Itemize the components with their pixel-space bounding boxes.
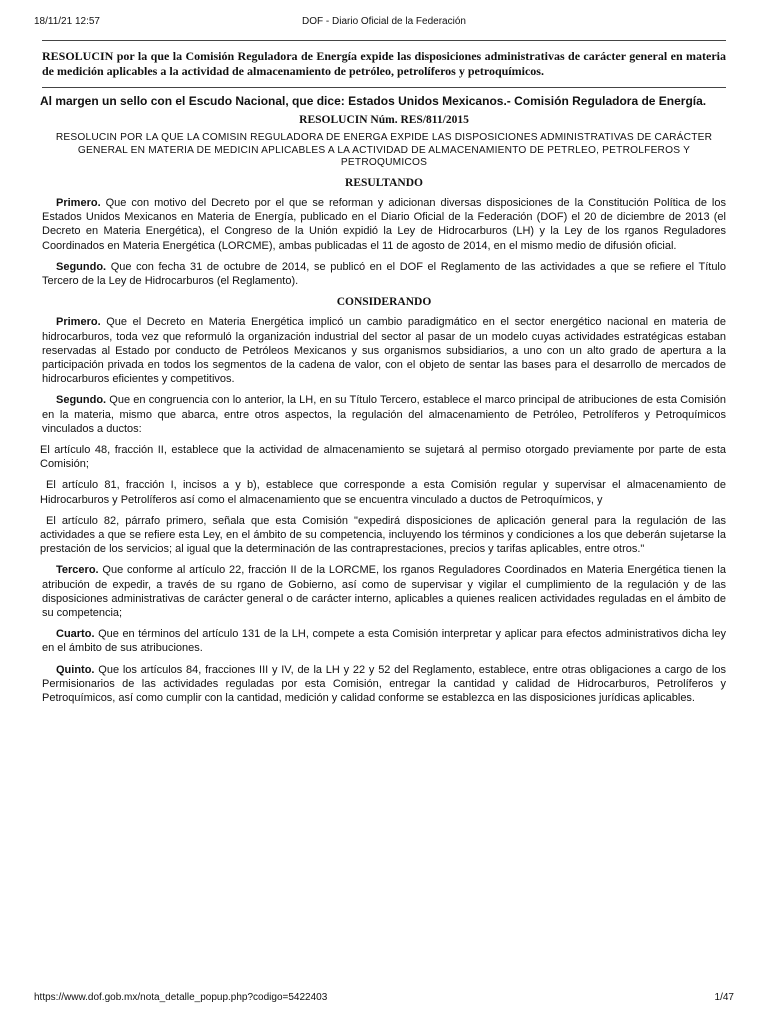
paragraph-lead: Segundo. [56,394,107,407]
paragraph-lead: Quinto. [56,663,95,676]
paragraph-lead: Segundo. [56,260,107,273]
print-header [34,16,734,30]
print-page-title: DOF - Diario Oficial de la Federación [302,16,466,27]
resultando-heading: RESULTANDO [345,176,423,189]
paragraph-text: Que conforme al artículo 22, fracción II de la LORCME, los rganos Reguladores Coordinados en Materia Energética tienen la atribución de expedir, a través de su rgano de Gobierno, así como de supervisar y vigilar el cumplimiento de la regulación y de las disposiciones administrativas de carácter general o de carácter interno, aplicables a quienes realicen actividades reguladas en el ámbito de su competencia; [42,564,726,619]
resultando-paragraph [42,260,726,288]
paragraph-lead: Primero. [56,196,101,209]
considerando-paragraph [42,393,726,436]
paragraph-text: Que con motivo del Decreto por el que se reforman y adicionan diversas disposiciones de la Constitución Política de los Estados Unidos Mexicanos en Materia de Energía, publicado en el Diario Oficial de la Federación (DOF) el 20 de diciembre de 2013 (el Decreto en Materia Energética), el Congreso de la Unión expidió la Ley de Hidrocarburos (LH) y la Ley de los rganos Reguladores Coordinados en Materia Energética (LORCME), ambas publicadas el 11 de agosto de 2014, en el mismo medio de difusión oficial. [42,196,726,252]
paragraph-lead: Cuarto. [56,628,95,641]
considerando-heading: CONSIDERANDO [336,296,432,309]
paragraph-text: Que los artículos 84, fracciones III y IV, de la LH y 22 y 52 del Reglamento, establece, entre otras obligaciones a cargo de los Permisionarios de las actividades reguladas por esta Comisión, entregar la cantidad y calidad de Hidrocarburos, Petrolíferos y Petroquímicos, así como cumplir con la cantidad, medición y calidad conforme se establezca en las disposiciones jurídicas aplicables. [42,663,726,704]
page-number: 1/47 [714,992,734,1003]
margin-note: Al margen un sello con el Escudo Nacional, que dice: Estados Unidos Mexicanos.- Comisión Reguladora de Energía. [40,94,707,108]
top-divider [42,40,726,41]
document-heading: RESOLUCIN por la que la Comisión Reguladora de Energía expide las disposiciones administrativas de carácter general en materia de medición aplicables a la actividad de almacenamiento de petróleo, petrolíferos y petroquímicos. [42,49,726,78]
resolution-caps-title: RESOLUCIN POR LA QUE LA COMISIN REGULADORA DE ENERGA EXPIDE LAS DISPOSICIONES ADMINISTRATIVAS DE CARÁCTER GENERAL EN MATERIA DE MEDICIN APLICABLES A LA ACTIVIDAD DE ALMACENAMIENTO DE PETRLEO, PETROLFEROS Y PETROQUMICOS [55,132,713,169]
paragraph-text: Que en congruencia con lo anterior, la LH, en su Título Tercero, establece el marco principal de atribuciones de esta Comisión en la materia, mismo que abarca, entre otros aspectos, la regulación del almacenamiento de Petróleo, Petrolíferos y Petroquímicos vinculados a ductos: [42,394,726,435]
print-datetime: 18/11/21 12:57 [34,16,100,27]
paragraph-lead: Tercero. [56,564,99,577]
paragraph-text: Que en términos del artículo 131 de la LH, compete a esta Comisión interpretar y aplicar para efectos administrativos dicha ley en el ámbito de sus atribuciones. [42,628,726,655]
considerando-paragraph [42,563,726,620]
article-citation: El artículo 81, fracción I, incisos a y b), establece que corresponde a esta Comisión regular y supervisar el almacenamiento de Hidrocarburos y Petrolíferos así como el almacenamiento que se encuentra vinculado a ductos de Petroquímicos, y [40,479,726,506]
paragraph-text: Que con fecha 31 de octubre de 2014, se publicó en el DOF el Reglamento de las actividades a que se refiere el Título Tercero de la Ley de Hidrocarburos (el Reglamento). [42,260,726,287]
considerando-paragraph [42,627,726,655]
considerando-paragraph [42,315,726,386]
article-citation: El artículo 82, párrafo primero, señala que esta Comisión "expedirá disposiciones de aplicación general para la regulación de las actividades a que se refiere esta Ley, en el ámbito de su competencia, incluyendo los términos y condiciones a los que deberán sujetarse la prestación de los servicios; al igual que la determinación de las contraprestaciones, precios y tarifas aplicables, entre otros." [40,514,726,556]
heading-divider [42,87,726,88]
paragraph-lead: Primero. [56,316,101,329]
paragraph-text: Que el Decreto en Materia Energética implicó un cambio paradigmático en el sector energético nacional en materia de hidrocarburos, toda vez que reformuló la organización industrial del sector al pasar de un modelo cuyas actividades estratégicas estaban reservadas al Estado por conducto de Petróleos Mexicanos y sus organismos subsidiarios, a uno con un alto grado de apertura a la participación privada en todos los segmentos de la cadena de valor, con el objeto de sentar las bases para el desarrollo de mercados de hidrocarburos eficientes y competitivos. [42,316,726,386]
article-citation: El artículo 48, fracción II, establece que la actividad de almacenamiento se sujetará al permiso otorgado previamente por parte de esta Comisión; [40,443,726,471]
document-body [42,40,726,712]
page-url: https://www.dof.gob.mx/nota_detalle_popup.php?codigo=5422403 [34,992,328,1003]
considerando-paragraph [42,663,726,706]
print-footer [34,992,734,1006]
resolution-number: RESOLUCIN Núm. RES/811/2015 [299,114,469,126]
resultando-paragraph [42,196,726,253]
